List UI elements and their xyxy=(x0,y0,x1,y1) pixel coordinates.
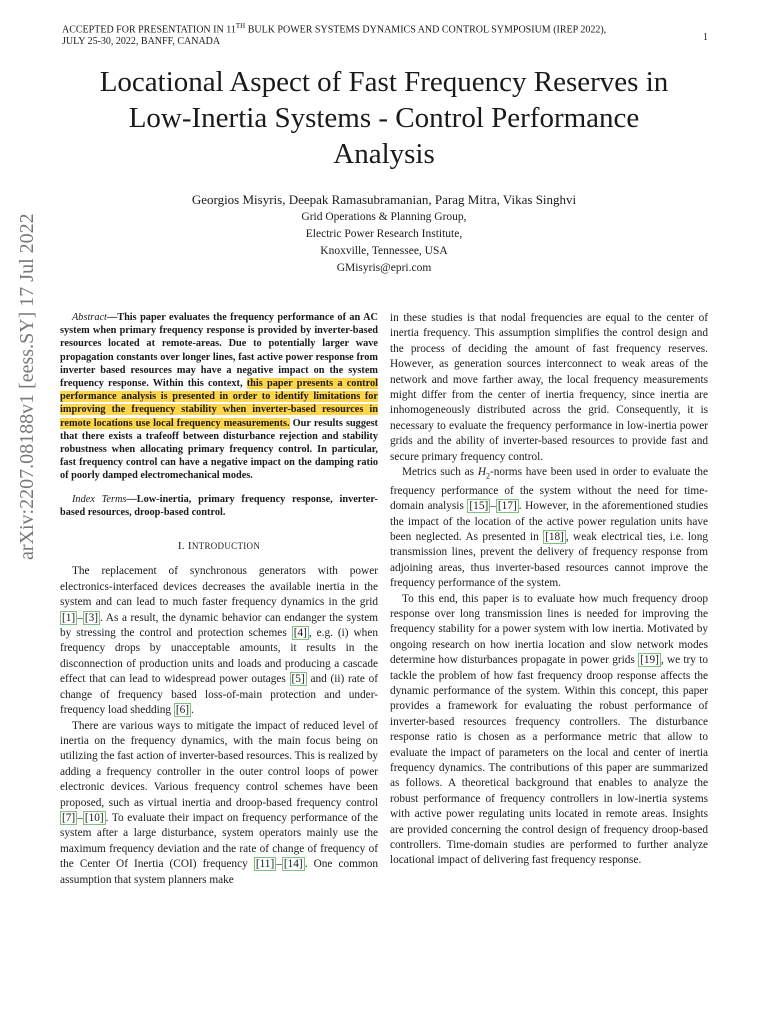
citation-link[interactable]: [5] xyxy=(291,673,305,686)
header-line-1: ACCEPTED FOR PRESENTATION IN 11TH BULK POWER SYSTEMS DYNAMICS AND CONTROL SYMPOSIUM (IREP 2022), xyxy=(62,22,607,36)
citation-link[interactable]: [11] xyxy=(255,858,275,871)
citation-link[interactable]: [18] xyxy=(545,530,564,543)
index-terms: Index Terms—Low-inertia, primary frequency response, inverter-based resources, droop-based control. xyxy=(60,493,378,518)
citation-link[interactable]: [10] xyxy=(84,811,104,824)
citation-link[interactable]: [1] xyxy=(62,611,76,624)
intro-paragraph-3: in these studies is that nodal frequencies are equal to the center of inertia frequency. This assumption simplifies the control design and the process of deciding the amount of fast frequency reserves. However, as generation sources interconnect to weak areas of the network and move farther away, the local frequency measurements might differ from the center of inertia frequency, since inertia are inhomogeneously distributed across the grid. Consequently, it is necessary to evaluate the frequency performance in low-inertia power grids and the ability of inverter-based resources to provide fast and secure primary frequency control. xyxy=(390,312,708,463)
citation-link[interactable]: [14] xyxy=(283,858,303,871)
citation-link[interactable]: [17] xyxy=(497,500,517,513)
intro-paragraph-5: To this end, this paper is to evaluate how much frequency droop response over long transmission lines is needed for improving the frequency stability for a power system with low inertia. Motivated by ongoing research on how inertia location and slow network modes determine how disturbances propagate in power grids [19] , we try to tackle the problem of how fast frequency droop response affects the dynamic performance of the system. Within this concept, this paper provides a framework for evaluating the robust performance of inverter-based resources frequency controllers. The disturbance response ratio is chosen as a performance metric that allow to evaluate the impact of parameters on the local and center of inertia frequency dynamics. The contributions of this paper are summarized as follows. A theoretical background that enables to analyze the robust performance of frequency controllers in low-inertia systems with active power regulating units located in remote areas. Insights are provided concerning the control design of frequency droop-based controllers. Time-domain studies are performed to further analyze locational impact of delivering fast frequency response. xyxy=(390,592,708,867)
affiliation: Grid Operations & Planning Group, Electric Power Research Institute, Knoxville, Tennessee, USA GMisyris@epri.com xyxy=(60,209,708,277)
running-header xyxy=(62,20,708,48)
citation-link[interactable]: [19] xyxy=(640,654,659,667)
highlighted-text[interactable]: this paper presents a control performance analysis is presented in order to identify limitations for improving the frequency stability when inverter-based resources in remote locations use local frequency measurements. xyxy=(60,378,378,429)
intro-paragraph-2: There are various ways to mitigate the impact of reduced level of inertia on the frequency dynamics, with the main focus being on utilizing the fast action of inverter-based resources. This is realized by adding a frequency controller in the outer control loops of power electronic devices. Various frequency control schemes have been proposed, such as virtual inertia and droop-based frequency control [7] – [10] . To evaluate their impact on frequency performance of the system after a large disturbance, system operators mainly use the maximum frequency deviation and the rate of change of frequency of the Center Of Inertia (COI) frequency [11] – [14] . One common assumption that system planners make xyxy=(60,719,378,886)
left-column xyxy=(60,311,378,888)
right-column xyxy=(390,311,708,869)
intro-paragraph-1: The replacement of synchronous generators with power electronics-interfaced devices decreases the available inertia in the system and can lead to much faster frequency dynamics in the grid [1] – [3] . As a result, the dynamic behavior can endanger the system by stressing the control and protection schemes [4] , e.g. (i) when frequency drops by unacceptable amounts, it results in the disconnection of production units and loads and producing a cascade effect that can lead to widespread power outages [5] and (ii) rate of change of frequency based loss-of-main protection and under-frequency load shedding [6] . xyxy=(60,565,379,717)
header-line-2: JULY 25-30, 2022, BANFF, CANADA xyxy=(62,36,221,48)
arxiv-stamp: arXiv:2207.08188v1 [eess.SY] 17 Jul 2022 xyxy=(16,213,38,560)
citation-link[interactable]: [7] xyxy=(62,811,76,824)
section-heading-introduction: I. INTRODUCTION xyxy=(177,540,261,553)
page-number: 1 xyxy=(703,32,708,43)
abstract: Abstract—This paper evaluates the frequency performance of an AC system when primary frequency response is provided by inverter-based resources located at remote-areas. Due to potentially larger wave propagation constants over longer lines, fast active power response from inverter based resources may have a negative impact on the system frequency response. Within this context, this paper presents a control performance analysis is presented in order to identify limitations for improving the frequency stability when inverter-based resources in remote locations use local frequency measurements. Our results suggest that there exists a trafeoff between disturbance rejection and stability robustness when allocating primary frequency control. In particular, fast frequency control can have a negative impact on the damping ratio of poorly damped electromechanical modes. xyxy=(60,312,378,482)
citation-link[interactable]: [3] xyxy=(84,611,99,624)
paper-title: Locational Aspect of Fast Frequency Reserves in Low-Inertia Systems - Control Performance Analysis xyxy=(99,66,669,170)
intro-paragraph-4: Metrics such as $H_2$-norms have been used in order to evaluate the frequency performance of the system without the need for time-domain analysis [15] – [17] . However, in the aforementioned studies the impact of the location of the active power regulation units have been neglected. As presented in [18] , weak electrical ties, i.e. long transmission lines, prevent the delivery of frequency response from adjoining areas, thus inverter-based resources cannot improve the frequency performance of the system. xyxy=(390,466,708,590)
citation-link[interactable]: [15] xyxy=(469,500,489,513)
citation-link[interactable]: [4] xyxy=(293,627,307,640)
author-list: Georgios Misyris, Deepak Ramasubramanian, Parag Mitra, Vikas Singhvi xyxy=(191,192,577,207)
citation-link[interactable]: [6] xyxy=(175,704,190,717)
author-email[interactable]: GMisyris@epri.com xyxy=(336,262,432,274)
